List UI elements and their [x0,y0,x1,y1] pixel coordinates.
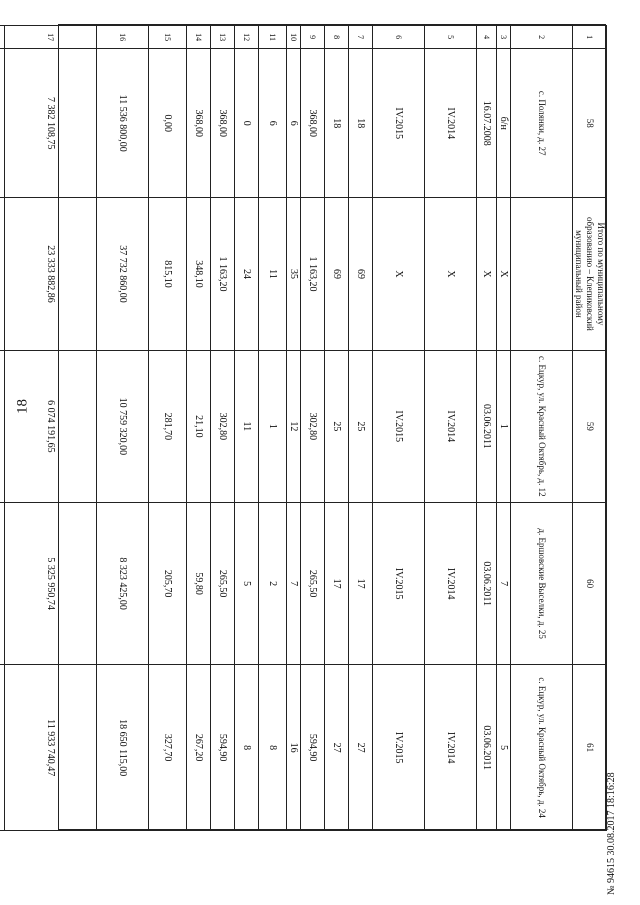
table-cell: 12 [287,350,301,502]
table-cell: б/н [497,49,511,198]
table-cell: 368,00 [187,49,211,198]
table-cell: 281,70 [149,350,187,502]
stamp-doc-number: № 94615 [606,857,617,895]
table-cell: 16 [287,665,301,831]
grid-row [235,26,259,831]
table-cell: 17 [325,503,349,665]
grid-row [497,26,511,831]
grid-row [425,26,477,831]
table-cell: 1 [497,350,511,502]
grid-row [187,26,211,831]
grid-row [301,26,325,831]
column-number: 14 [187,26,211,49]
table-cell: 18 650 115,00 [97,665,149,831]
column-number: 15 [149,26,187,49]
table-cell: 35 [287,198,301,350]
table-cell: 11 [259,198,287,350]
table-cell: 69 [349,198,373,350]
table-cell: 11 536 800,00 [97,49,149,198]
table-cell: X [477,198,497,350]
table-cell: IV.2014 [425,665,477,831]
table-cell: 11 [235,350,259,502]
table-cell: 25 [349,350,373,502]
table-cell: 1 [259,350,287,502]
grid-row [5,26,97,831]
table-cell: IV.2015 [373,350,425,502]
table-cell: 348,10 [187,198,211,350]
table-cell: с. Полянки, д. 27 [511,49,573,198]
grid-row [149,26,187,831]
table-cell: IV.2014 [425,49,477,198]
column-number: 5 [425,26,477,49]
table-cell: 24 [235,198,259,350]
table-cell: 8 323 425,00 [97,503,149,665]
stamp-datetime: 30.08.2017 18:16:28 [606,772,617,856]
table-cell: 58 [573,49,607,198]
grid-row [573,26,607,831]
column-number: 7 [349,26,373,49]
column-number: 11 [259,26,287,49]
table-cell: X [373,198,425,350]
table-cell: 10 759 320,00 [97,350,149,502]
grid-row [259,26,287,831]
table-cell: IV.2015 [373,49,425,198]
data-grid [0,25,607,831]
table-cell: 37 732 860,00 [97,198,149,350]
table-cell: 03.06.2011 [477,350,497,502]
column-number: 9 [301,26,325,49]
document-stamp [606,772,617,895]
table-cell: 6 [287,49,301,198]
table-cell: 03.06.2011 [477,503,497,665]
grid-row [211,26,235,831]
table-cell: 18 [349,49,373,198]
column-number: 13 [211,26,235,49]
column-number: 2 [511,26,573,49]
table-cell: Итого по муниципальному образованию – Клепиковский муниципальный район [573,198,607,350]
grid-row [97,26,149,831]
table-cell: 0 [235,49,259,198]
table-cell: 594,90 [211,665,235,831]
table-cell [0,350,5,502]
table-cell: 11 933 740,47 [5,665,97,831]
table-cell: 17 [349,503,373,665]
table-cell: 327,70 [149,665,187,831]
table-cell: д. Ершовские Выселки, д. 25 [511,503,573,665]
grid-row [349,26,373,831]
table-cell: 6 [259,49,287,198]
table-cell: IV.2015 [373,665,425,831]
column-number: 16 [97,26,149,49]
column-number [0,26,5,49]
table-cell [0,198,5,350]
table-cell: 59 [573,350,607,502]
column-number: 6 [373,26,425,49]
grid-row [511,26,573,831]
grid-row [325,26,349,831]
table-cell: 267,20 [187,665,211,831]
table-cell: 265,50 [301,503,325,665]
table-cell: 18 [325,49,349,198]
table-cell: с. Ецкур, ул. Красный Октябрь, д. 24 [511,665,573,831]
table-cell: 25 [325,350,349,502]
column-number: 3 [497,26,511,49]
register-table [45,24,606,830]
column-number: 10 [287,26,301,49]
table-cell: 1 163,20 [211,198,235,350]
table-cell: 8 [235,665,259,831]
column-number: 1 [573,26,607,49]
column-number: 4 [477,26,497,49]
page-number: 18 [14,399,31,414]
table-cell: 368,00 [211,49,235,198]
table-cell: 21,10 [187,350,211,502]
table-cell: 205,70 [149,503,187,665]
table-cell: 5 325 950,74 [5,503,97,665]
table-cell: 7 [287,503,301,665]
table-cell [0,49,5,198]
table-cell: 7 382 108,75 [5,49,97,198]
table-cell [511,198,573,350]
table-cell: X [497,198,511,350]
column-number: 8 [325,26,349,49]
table-cell: 03.06.2011 [477,665,497,831]
table-cell [0,503,5,665]
table-cell: 23 333 882,86 [5,198,97,350]
table-cell: X [425,198,477,350]
table-cell: 5 [235,503,259,665]
grid-row [0,26,5,831]
table-cell: 302,80 [301,350,325,502]
table-cell: 69 [325,198,349,350]
table-cell: 2 [259,503,287,665]
table-cell: 6 074 191,65 [5,350,97,502]
table-cell: IV.2015 [373,503,425,665]
table-cell: 27 [349,665,373,831]
table-cell: 16.07.2008 [477,49,497,198]
grid-row [477,26,497,831]
table-cell: 1 163,20 [301,198,325,350]
table-cell: 8 [259,665,287,831]
grid-row [373,26,425,831]
grid-row [287,26,301,831]
table-cell: 594,90 [301,665,325,831]
table-cell: 5 [497,665,511,831]
table-cell: 265,50 [211,503,235,665]
column-number: 17 [5,26,97,49]
table-cell: IV.2014 [425,503,477,665]
table-cell: 368,00 [301,49,325,198]
table-cell: 59,80 [187,503,211,665]
column-number: 12 [235,26,259,49]
table-cell: 61 [573,665,607,831]
table-cell: 0,00 [149,49,187,198]
table-cell: 7 [497,503,511,665]
table-cell [0,665,5,831]
table-cell: IV.2014 [425,350,477,502]
table-cell: с. Ецкур, ул. Красный Октябрь, д. 12 [511,350,573,502]
table-cell: 27 [325,665,349,831]
table-cell: 302,80 [211,350,235,502]
table-cell: 60 [573,503,607,665]
table-cell: 815,10 [149,198,187,350]
